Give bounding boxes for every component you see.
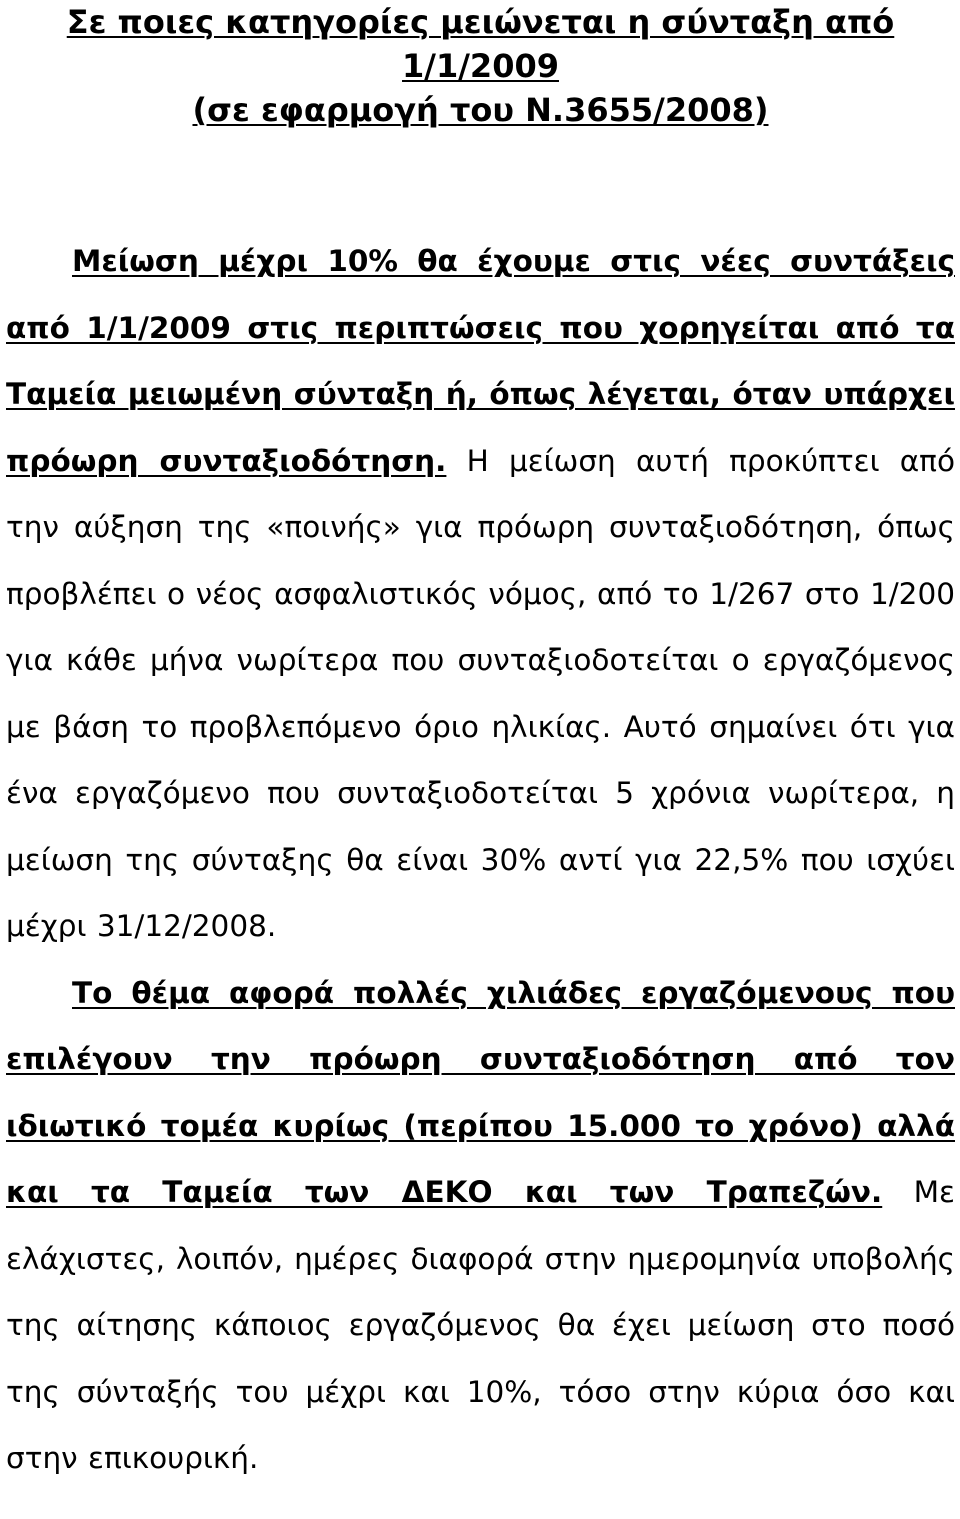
paragraph-1 <box>6 228 955 960</box>
paragraph-1-bold-lead: Μείωση μέχρι 10% θα έχουμε στις νέες συντάξεις από 1/1/2009 στις περιπτώσεις που χορηγείται από τα Ταμεία μειωμένη σύνταξη ή, όπως λέγεται, όταν υπάρχει πρόωρη συνταξιοδότηση. <box>6 244 955 478</box>
title-line-1: Σε ποιες κατηγορίες μειώνεται η σύνταξη από <box>66 3 895 41</box>
title-line-3: (σε εφαρμογή του Ν.3655/2008) <box>192 91 769 129</box>
paragraph-2-bold-lead: Το θέμα αφορά πολλές χιλιάδες εργαζόμενους που επιλέγουν την πρόωρη συνταξιοδότηση από τον ιδιωτικό τομέα κυρίως (περίπου 15.000 το χρόνο) αλλά και τα Ταμεία των ΔΕΚΟ και των Τραπεζών. <box>6 975 955 1209</box>
paragraph-1-text: Η μείωση αυτή προκύπτει από την αύξηση της «ποινής» για πρόωρη συνταξιοδότηση, όπως προβλέπει ο νέος ασφαλιστικός νόμος, από το 1/267 στο 1/200 για κάθε μήνα νωρίτερα που συνταξιοδοτείται ο εργαζόμενος με βάση το προβλεπόμενο όριο ηλικίας. Αυτό σημαίνει ότι για ένα εργαζόμενο που συνταξιοδοτείται 5 χρόνια νωρίτερα, η μείωση της σύνταξης θα είναι 30% αντί για 22,5% που ισχύει μέχρι 31/12/2008. <box>6 443 955 943</box>
document-title <box>6 0 955 132</box>
title-spacer <box>6 132 955 228</box>
paragraph-2 <box>6 960 955 1492</box>
title-line-2: 1/1/2009 <box>402 47 559 85</box>
paragraph-2-text: Με ελάχιστες, λοιπόν, ημέρες διαφορά στην ημερομηνία υποβολής της αίτησης κάποιος εργαζόμενος θα έχει μείωση στο ποσό της σύνταξής του μέχρι και 10%, τόσο στην κύρια όσο και στην επικουρική. <box>6 1175 955 1475</box>
